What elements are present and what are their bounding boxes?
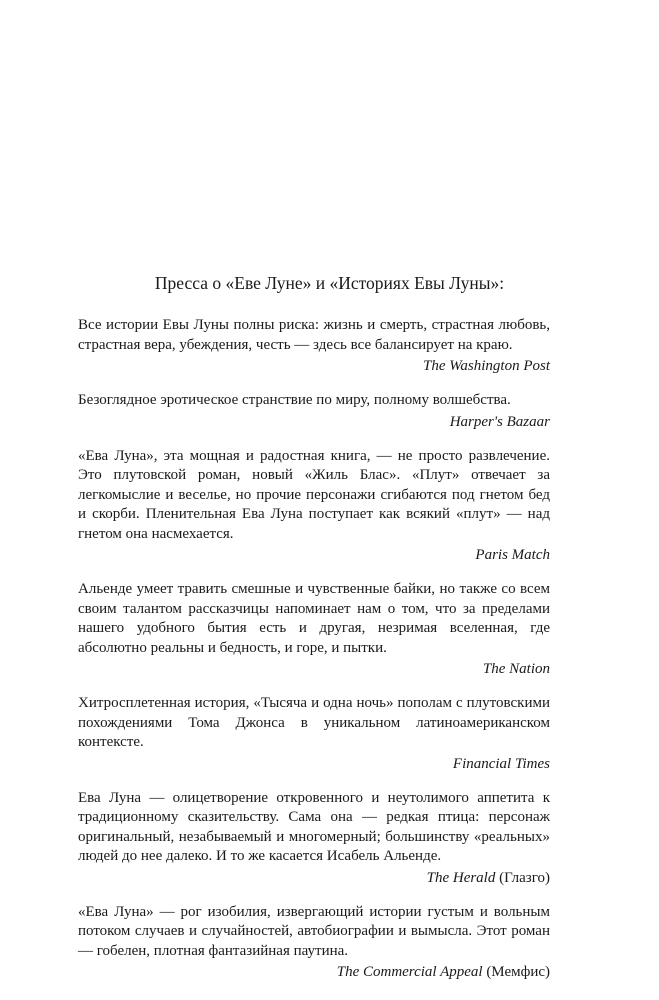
review-source-name: Paris Match [475, 547, 550, 563]
review-source [78, 867, 550, 889]
review-item [78, 789, 550, 889]
review-quote: Ева Луна — олицетворение откровенного и неутолимого аппетита к традиционному сказительству. Сама она — редкая птица: персонаж оригинальный, незабываемый и многомерный; большинству «реальных» людей до нее далеко. И то же касается Исабель Альенде. [78, 789, 550, 864]
review-source [78, 658, 550, 680]
review-source-name: The Washington Post [423, 358, 550, 374]
review-quote: «Ева Луна» — рог изобилия, извергающий истории густым и вольным потоком случаев и случайностей, автобиографии и вымысла. Этот роман — гобелен, плотная фантазийная паутина. [78, 903, 550, 959]
review-quote: Альенде умеет травить смешные и чувственные байки, но также со всем своим талантом рассказчицы напоминает нам о том, что за пределами нашего удобного бытия есть и другая, незримая вселенная, где абсолютно реальны и бедность, и горе, и пытки. [78, 581, 550, 656]
review-quote: Все истории Евы Луны полны риска: жизнь и смерть, страстная любовь, страстная вера, убеждения, честь — здесь все балансирует на краю. [78, 317, 550, 353]
review-item [78, 316, 550, 377]
review-quote: Безоглядное эротическое странствие по миру, полному волшебства. [78, 392, 511, 408]
review-quote: Хитросплетенная история, «Тысяча и одна ночь» пополам с плутовскими похождениями Тома Джонса в уникальном латиноамериканском контексте. [78, 695, 550, 750]
review-source-location: (Мемфис) [482, 964, 550, 980]
review-source-name: The Commercial Appeal [336, 964, 483, 980]
review-source-name: The Nation [482, 661, 550, 677]
review-item [78, 447, 550, 567]
review-item [78, 580, 550, 680]
review-source [78, 355, 550, 377]
review-item [78, 903, 550, 984]
review-source-name: The Herald [426, 869, 496, 886]
review-source [78, 961, 550, 983]
review-source-name: Financial Times [452, 755, 550, 772]
press-reviews-list [78, 316, 550, 997]
review-source-name: Harper's Bazaar [449, 413, 550, 430]
review-source [78, 753, 550, 775]
review-source [78, 411, 550, 433]
review-source [78, 544, 550, 566]
review-item [78, 694, 550, 775]
review-source-location: (Глазго) [495, 869, 550, 886]
page-title: Пресса о «Еве Луне» и «Историях Евы Луны»: [154, 273, 505, 293]
review-item [78, 391, 550, 433]
review-quote: «Ева Луна», эта мощная и радостная книга, — не просто развлечение. Это плутовской роман, новый «Жиль Блас». «Плут» отвечает за легкомыслие и веселье, но прочие персонажи сгибаются под гнетом бед и скорби. Пленительная Ева Луна поступает как всякий «плут» — над гнетом она насмехается. [78, 447, 550, 542]
